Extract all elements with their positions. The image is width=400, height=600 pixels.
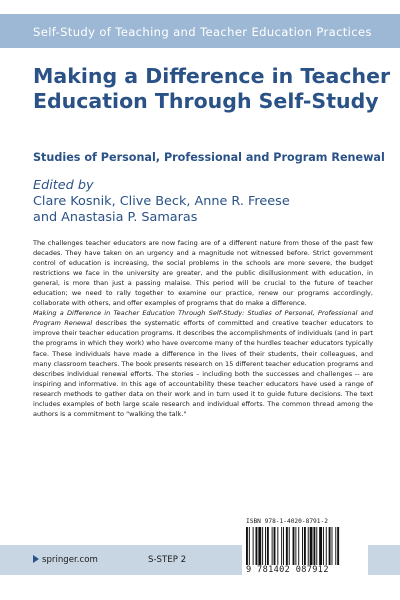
barcode-icon [246, 527, 364, 565]
blurb-paragraph-2 [33, 308, 373, 419]
edited-by-label: Edited by [33, 178, 94, 193]
blurb-paragraph-1: The challenges teacher educators are now facing are of a different nature from those of the past few decades. They have taken on an urgency and a magnitude not witnessed before. Strict government control of education is increasing, the social problems in the schools are more severe, the budget restrictions we face in the university are greater, and the public disillusionment with education, in general, is more than just a passing malaise. This period will be crucial to the future of teacher education; we need to rally together to examine our practice, renew our programs accordingly, collaborate with others, and offer examples of programs that do make a difference. [33, 239, 373, 308]
back-cover-blurb [33, 238, 373, 419]
publisher-link[interactable] [33, 555, 98, 565]
barcode-digits: 9 781402 087912 [246, 565, 329, 575]
book-subtitle: Studies of Personal, Professional and Program Renewal [33, 151, 385, 164]
series-code: S-STEP 2 [148, 555, 187, 565]
book-title: Making a Difference in Teacher Education Through Self-Study [33, 64, 391, 113]
editors-block [33, 178, 373, 226]
barcode-box [242, 516, 368, 580]
blurb-paragraph-2-text: describes the systematic efforts of committed and creative teacher educators to improve their teacher education programs. It describes the accomplishments of individuals (and in part the programs in which they work) who have overcome many of the hurdles teacher educators typically face. These individuals have made a difference in the lives of their students, their colleagues, and many classroom teachers. The book presents research on 15 different teacher education programs and describes individual renewal efforts. The stories – including both the successes and challenges -- are inspiring and informative. In this age of accountability these teacher educators have used a range of research methods to gather data on their work and in turn used it to guide future decisions. The text includes examples of both large scale research and individual efforts. The common thread among the authors is a commitment to "walking the talk." [33, 319, 373, 418]
series-name: Self-Study of Teaching and Teacher Education Practices [33, 25, 372, 39]
publisher-url: springer.com [42, 555, 98, 565]
blurb-book-title: Making a Difference in Teacher Education Through Self-Study: Studies of Personal, Professional and Program Renewal [33, 309, 373, 328]
arrow-right-icon [33, 555, 39, 563]
series-band [0, 14, 400, 48]
editors-line-2: and Anastasia P. Samaras [33, 210, 198, 225]
editors-line-1: Clare Kosnik, Clive Beck, Anne R. Freese [33, 194, 290, 209]
isbn-label: ISBN 978-1-4020-8791-2 [246, 518, 328, 525]
